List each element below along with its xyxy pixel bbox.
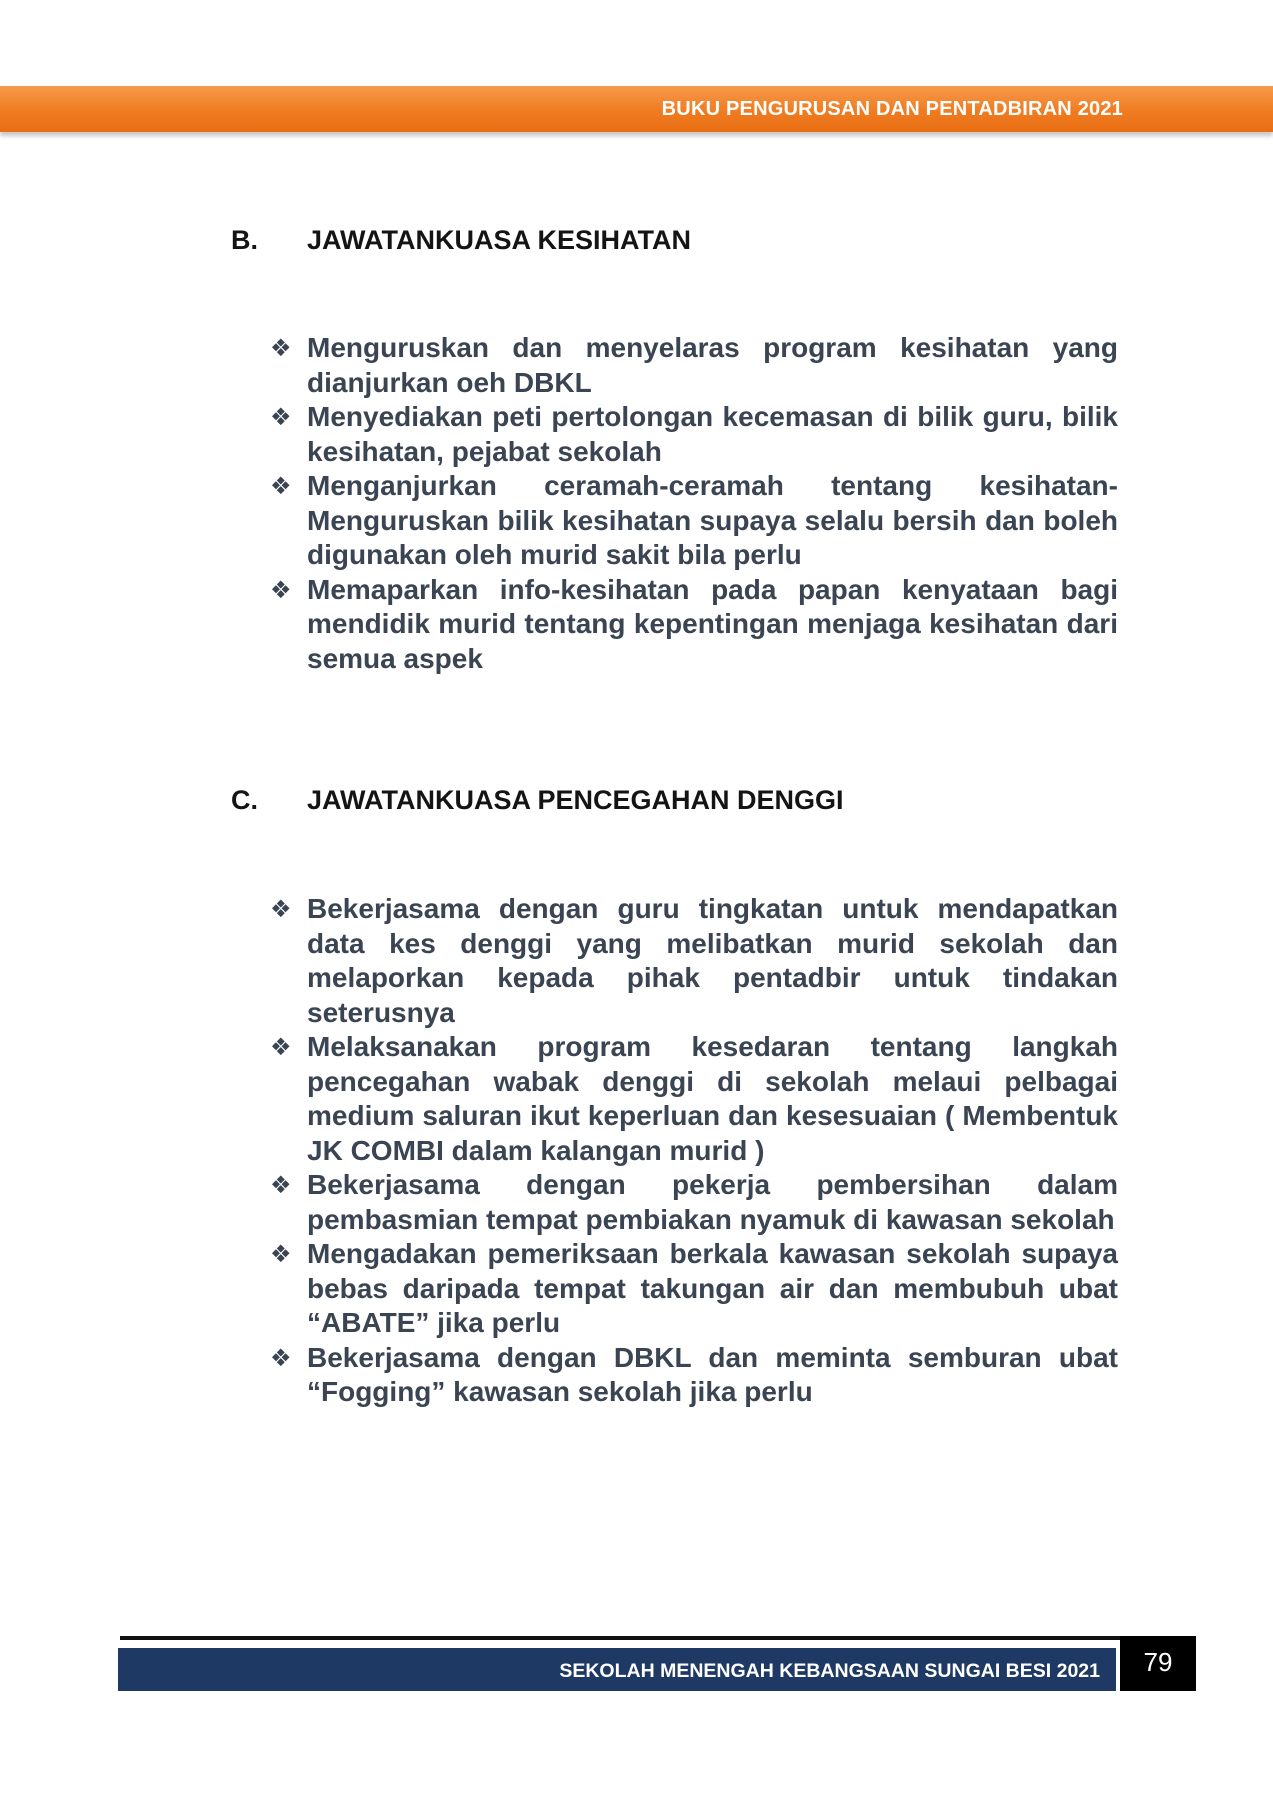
section-heading-c: [231, 785, 844, 816]
denggi-list: [270, 892, 1118, 1410]
header-title: BUKU PENGURUSAN DAN PENTADBIRAN 2021: [661, 98, 1123, 120]
footer-rule: [120, 1636, 1120, 1640]
diamond-bullet-icon: ❖: [270, 1033, 292, 1061]
section-title: JAWATANKUASA KESIHATAN: [307, 225, 691, 255]
diamond-bullet-icon: ❖: [270, 1240, 292, 1268]
list-item: ❖ Memaparkan info-kesihatan pada papan kenyataan bagi mendidik murid tentang kepentingan menjaga kesihatan dari semua aspek: [270, 573, 1118, 674]
diamond-bullet-icon: ❖: [270, 334, 292, 362]
section-title: JAWATANKUASA PENCEGAHAN DENGGI: [307, 785, 844, 815]
list-item: ❖ Bekerjasama dengan DBKL dan meminta semburan ubat “Fogging” kawasan sekolah jika perlu: [270, 1341, 1118, 1407]
section-letter: C.: [231, 785, 258, 815]
footer-title: SEKOLAH MENENGAH KEBANGSAAN SUNGAI BESI 2021: [559, 1660, 1100, 1682]
list-item: ❖ Mengadakan pemeriksaan berkala kawasan sekolah supaya bebas daripada tempat takungan air dan membubuh ubat “ABATE” jika perlu: [270, 1238, 1118, 1338]
section-heading-b: [231, 225, 691, 256]
diamond-bullet-icon: ❖: [270, 1171, 292, 1199]
footer-bar: [118, 1648, 1116, 1691]
diamond-bullet-icon: ❖: [270, 403, 292, 431]
diamond-bullet-icon: ❖: [270, 472, 292, 500]
list-item: ❖ Menyediakan peti pertolongan kecemasan di bilik guru, bilik kesihatan, pejabat sekolah: [270, 401, 1118, 467]
header-bar: [0, 86, 1273, 132]
list-item: ❖ Bekerjasama dengan pekerja pembersihan dalam pembasmian tempat pembiakan nyamuk di kawasan sekolah: [270, 1169, 1118, 1235]
diamond-bullet-icon: ❖: [270, 575, 292, 604]
list-item: ❖ Menganjurkan ceramah-ceramah tentang kesihatan- Menguruskan bilik kesihatan supaya selalu bersih dan boleh digunakan oleh murid sakit bila perlu: [270, 470, 1118, 570]
list-item: ❖ Bekerjasama dengan guru tingkatan untuk mendapatkan data kes denggi yang melibatkan murid sekolah dan melaporkan kepada pihak pentadbir untuk tindakan seterusnya: [270, 893, 1118, 1028]
diamond-bullet-icon: ❖: [270, 1343, 292, 1372]
list-item: ❖ Melaksanakan program kesedaran tentang langkah pencegahan wabak denggi di sekolah melaui pelbagai medium saluran ikut keperluan dan kesesuaian ( Membentuk JK COMBI dalam kalangan murid ): [270, 1031, 1118, 1166]
page-number: 79: [1120, 1636, 1196, 1691]
list-item: ❖ Menguruskan dan menyelaras program kesihatan yang dianjurkan oeh DBKL: [270, 332, 1118, 398]
kesihatan-list: [270, 331, 1118, 676]
section-letter: B.: [231, 225, 258, 255]
diamond-bullet-icon: ❖: [270, 895, 292, 923]
